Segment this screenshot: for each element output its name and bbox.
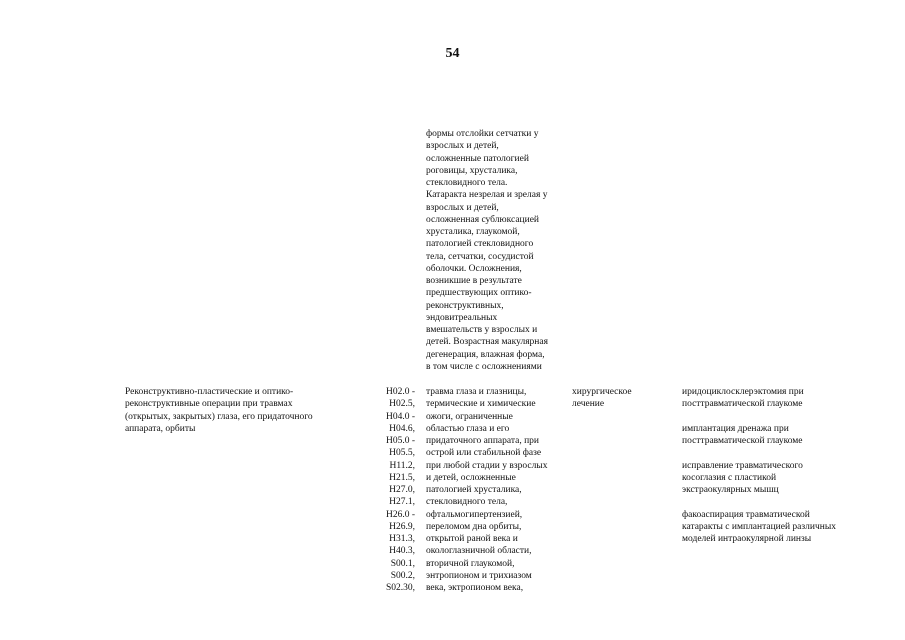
text-line: роговицы, хрусталика, [426, 165, 518, 176]
text-line: травма глаза и глазницы, [426, 387, 527, 397]
text-line: формы отслойки сетчатки у [426, 129, 539, 139]
text-line: возникшие в результате [426, 276, 522, 286]
intervention-group-cell [125, 386, 355, 435]
icd-code: H04.6, [389, 423, 415, 434]
method-item [682, 509, 882, 546]
text-line: (открытых, закрытых) глаза, его придаточного [125, 411, 313, 422]
text-line: окологлазничной области, [426, 546, 532, 557]
text-line: исправление травматического [682, 460, 803, 471]
text-line: оболочки. Осложнения, [426, 263, 522, 274]
text-line: Катаракта незрелая и зрелая у [426, 190, 548, 201]
icd-code: H21.5, [389, 472, 415, 483]
text-line: офтальмогипертензией, [426, 509, 523, 520]
text-line: иридоциклосклерэктомия при [682, 387, 804, 397]
text-line: тела, сетчатки, сосудистой [426, 251, 534, 262]
page-number: 54 [445, 46, 460, 61]
icd-code: H27.1, [389, 497, 415, 508]
icd-code: H27.0, [389, 485, 415, 495]
text-line: хирургическое [572, 387, 632, 397]
icd-code: H05.0 - [385, 436, 415, 446]
text-line: и детей, осложненные [426, 472, 516, 483]
text-line: моделей интраокулярной линзы [682, 534, 812, 544]
text-line: в том числе с осложнениями [426, 361, 542, 372]
icd-codes-cell [375, 386, 415, 594]
icd-code: H26.0 - [385, 509, 415, 520]
icd-code: S02.30, [385, 583, 415, 593]
icd-code: H26.9, [389, 521, 415, 532]
text-line: вмешательств у взрослых и [426, 325, 538, 335]
text-line: острой или стабильной фазе [426, 448, 542, 459]
method-item [682, 386, 882, 411]
text-line: дегенерация, влажная форма, [426, 349, 545, 360]
text-line: патологией стекловидного [426, 239, 534, 250]
text-line: факоаспирация травматической [682, 509, 810, 520]
text-line: патологией хрусталика, [426, 485, 522, 495]
icd-code: H05.5, [389, 448, 415, 459]
text-line: детей. Возрастная макулярная [426, 337, 548, 348]
method-item [682, 423, 882, 448]
icd-code: H40.3, [389, 546, 415, 557]
text-line: эндовитреальных [426, 312, 498, 323]
text-line: косоглазия с пластикой [682, 472, 777, 483]
text-line: имплантация дренажа при [682, 423, 789, 434]
text-line: переломом дна орбиты, [426, 521, 522, 532]
text-line: лечение [572, 399, 605, 410]
text-line: аппарата, орбиты [125, 423, 196, 434]
text-line: века, эктропионом века, [426, 583, 524, 593]
text-line: катаракты с имплантацией различных [682, 521, 836, 532]
icd-code: S00.1, [390, 558, 415, 569]
text-line: реконструктивные операции при травмах [125, 399, 293, 410]
text-line: хрусталика, глаукомой, [426, 227, 520, 237]
text-line: взрослых и детей, [426, 141, 499, 152]
text-line: посттравматической глаукоме [682, 399, 803, 410]
text-line: при любой стадии у взрослых [426, 460, 548, 471]
text-line: реконструктивных, [426, 300, 504, 311]
text-line: вторичной глаукомой, [426, 558, 515, 569]
text-line: энтропионом и трихиазом [426, 570, 532, 581]
text-line: термические и химические [426, 399, 536, 410]
text-line: Реконструктивно-пластические и оптико- [125, 387, 294, 397]
text-line: предшествующих оптико- [426, 288, 532, 299]
text-line: придаточного аппарата, при [426, 436, 539, 446]
icd-code: H11.2, [389, 460, 415, 471]
text-line: экстраокулярных мышц [682, 485, 779, 495]
text-line: ожоги, ограниченные [426, 411, 513, 422]
method-item [682, 460, 882, 497]
icd-code: S00.2, [390, 570, 415, 581]
text-line: стекловидного тела. [426, 178, 508, 188]
text-line: взрослых и детей, [426, 202, 499, 213]
icd-code: H02.5, [389, 399, 415, 410]
text-line: осложненная сублюксацией [426, 214, 539, 225]
icd-code: H02.0 - [385, 387, 415, 397]
continued-model-text [426, 128, 576, 373]
text-line: осложненные патологией [426, 153, 529, 164]
text-line: посттравматической глаукоме [682, 436, 803, 446]
patient-model-cell [426, 386, 576, 594]
icd-code: H31.3, [389, 534, 415, 544]
icd-code: H04.0 - [385, 411, 415, 422]
text-line: областью глаза и его [426, 423, 510, 434]
text-line: открытой раной века и [426, 534, 518, 544]
text-line: стекловидного тела, [426, 497, 508, 508]
treatment-type-cell [572, 386, 667, 411]
treatment-methods-cell [682, 386, 882, 558]
